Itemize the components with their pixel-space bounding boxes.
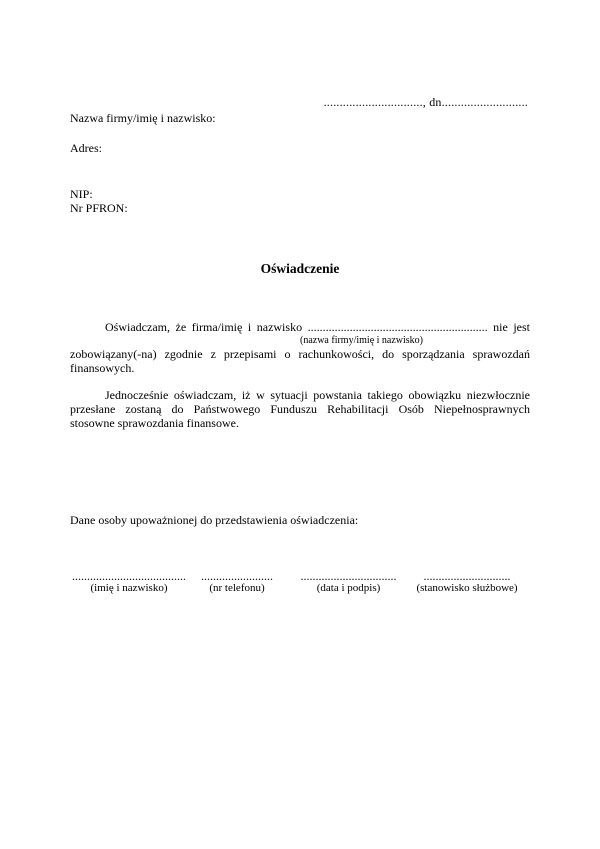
statement-line-1: Oświadczam, że firma/imię i nazwisko ............................................................ nie jest bbox=[105, 320, 530, 334]
authorized-person-heading: Dane osoby upoważnionej do przedstawienia oświadczenia: bbox=[70, 513, 359, 527]
signature-dots-date-signature: ................................ bbox=[300, 569, 397, 583]
field-label-nip: NIP: bbox=[70, 187, 93, 201]
second-statement-line-2: przesłane zostaną do Państwowego Funduszu Rehabilitacji Osób Niepełnosprawnych bbox=[70, 402, 530, 416]
signature-label-name: (imię i nazwisko) bbox=[90, 582, 168, 594]
second-statement-line-1: Jednocześnie oświadczam, iż w sytuacji powstania takiego obowiązku niezwłocznie bbox=[105, 388, 530, 402]
signature-fields-row bbox=[70, 570, 530, 602]
statement-line-3: finansowych. bbox=[70, 361, 135, 375]
field-label-pfron-number: Nr PFRON: bbox=[70, 201, 128, 215]
fill-in-caption: (nazwa firmy/imię i nazwisko) bbox=[300, 335, 424, 346]
document-title: Oświadczenie bbox=[260, 261, 340, 276]
field-label-company-name: Nazwa firmy/imię i nazwisko: bbox=[70, 111, 216, 125]
signature-dots-job-title: ............................. bbox=[423, 569, 511, 583]
signature-label-date-signature: (data i podpis) bbox=[316, 582, 381, 594]
signature-field-name bbox=[70, 570, 188, 595]
signature-field-phone bbox=[199, 570, 275, 595]
signature-label-job-title: (stanowisko służbowe) bbox=[416, 582, 518, 594]
statement-line-2: zobowiązany(-na) zgodnie z przepisami o rachunkowości, do sporządzania sprawozdań bbox=[70, 347, 530, 361]
signature-field-job-title bbox=[404, 570, 530, 595]
signature-dots-phone: ........................ bbox=[201, 569, 273, 583]
date-fill-in-line: ..............................., dn........................... bbox=[323, 95, 528, 109]
field-label-address: Adres: bbox=[70, 141, 102, 155]
second-statement-paragraph bbox=[70, 388, 530, 430]
signature-dots-name: ...................................... bbox=[72, 569, 186, 583]
statement-paragraph bbox=[70, 320, 530, 375]
signature-field-date-signature bbox=[299, 570, 398, 595]
second-statement-line-3: stosowne sprawozdania finansowe. bbox=[70, 416, 239, 430]
signature-label-phone: (nr telefonu) bbox=[209, 582, 265, 594]
